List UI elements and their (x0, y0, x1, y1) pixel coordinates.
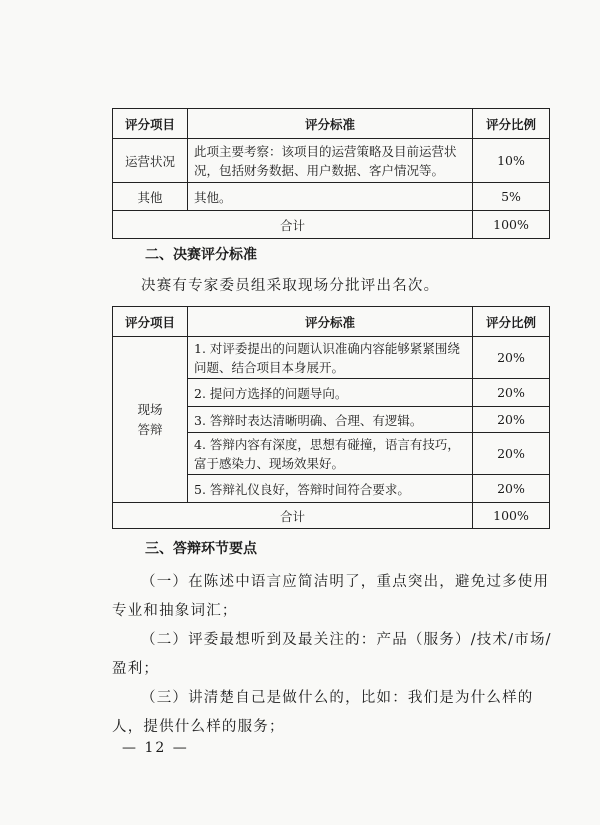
row-criteria: 1. 对评委提出的问题认识准确内容能够紧紧围绕问题、结合项目本身展开。 (188, 337, 473, 379)
header-item: 评分项目 (113, 307, 188, 337)
row-ratio: 20% (473, 407, 550, 433)
row-criteria: 5. 答辩礼仪良好，答辩时间符合要求。 (188, 475, 473, 503)
header-criteria: 评分标准 (188, 109, 473, 139)
row-ratio: 20% (473, 337, 550, 379)
table-header-row (113, 109, 550, 139)
page-number: — 12 — (122, 740, 189, 756)
table-row (113, 139, 550, 183)
scoring-table-1 (112, 108, 550, 239)
header-criteria: 评分标准 (188, 307, 473, 337)
row-criteria: 此项主要考察：该项目的运营策略及目前运营状况，包括财务数据、用户数据、客户情况等。 (188, 139, 473, 183)
total-value: 100% (473, 211, 550, 239)
header-ratio: 评分比例 (473, 109, 550, 139)
row-criteria: 2. 提问方选择的问题导向。 (188, 379, 473, 407)
section-3-point-1: （一）在陈述中语言应简洁明了，重点突出，避免过多使用专业和抽象词汇； (112, 574, 550, 619)
row-ratio: 20% (473, 379, 550, 407)
row-ratio: 5% (473, 183, 550, 211)
section-heading-2: 二、决赛评分标准 (145, 247, 257, 263)
total-label: 合计 (113, 503, 473, 529)
row-item: 现场 答辩 (113, 337, 188, 503)
section-heading-3: 三、答辩环节要点 (145, 541, 257, 557)
row-criteria: 3. 答辩时表达清晰明确、合理、有逻辑。 (188, 407, 473, 433)
table-row (113, 183, 550, 211)
table-total-row (113, 211, 550, 239)
total-label: 合计 (113, 211, 473, 239)
table-header-row (113, 307, 550, 337)
total-value: 100% (473, 503, 550, 529)
row-ratio: 20% (473, 475, 550, 503)
section-3-point-2: （二）评委最想听到及最关注的：产品（服务）/技术/市场/盈利； (112, 632, 552, 677)
row-item: 运营状况 (113, 139, 188, 183)
row-ratio: 10% (473, 139, 550, 183)
header-ratio: 评分比例 (473, 307, 550, 337)
section-3-point-3: （三）讲清楚自己是做什么的，比如：我们是为什么样的人，提供什么样的服务； (112, 690, 534, 735)
section-2-intro: 决赛有专家委员组采取现场分批评出名次。 (141, 278, 440, 294)
scoring-table-2 (112, 306, 550, 529)
row-ratio: 20% (473, 433, 550, 475)
table-row (113, 337, 550, 379)
row-item: 其他 (113, 183, 188, 211)
table-total-row (113, 503, 550, 529)
header-item: 评分项目 (113, 109, 188, 139)
row-criteria: 4. 答辩内容有深度，思想有碰撞，语言有技巧，富于感染力、现场效果好。 (188, 433, 473, 475)
row-criteria: 其他。 (188, 183, 473, 211)
